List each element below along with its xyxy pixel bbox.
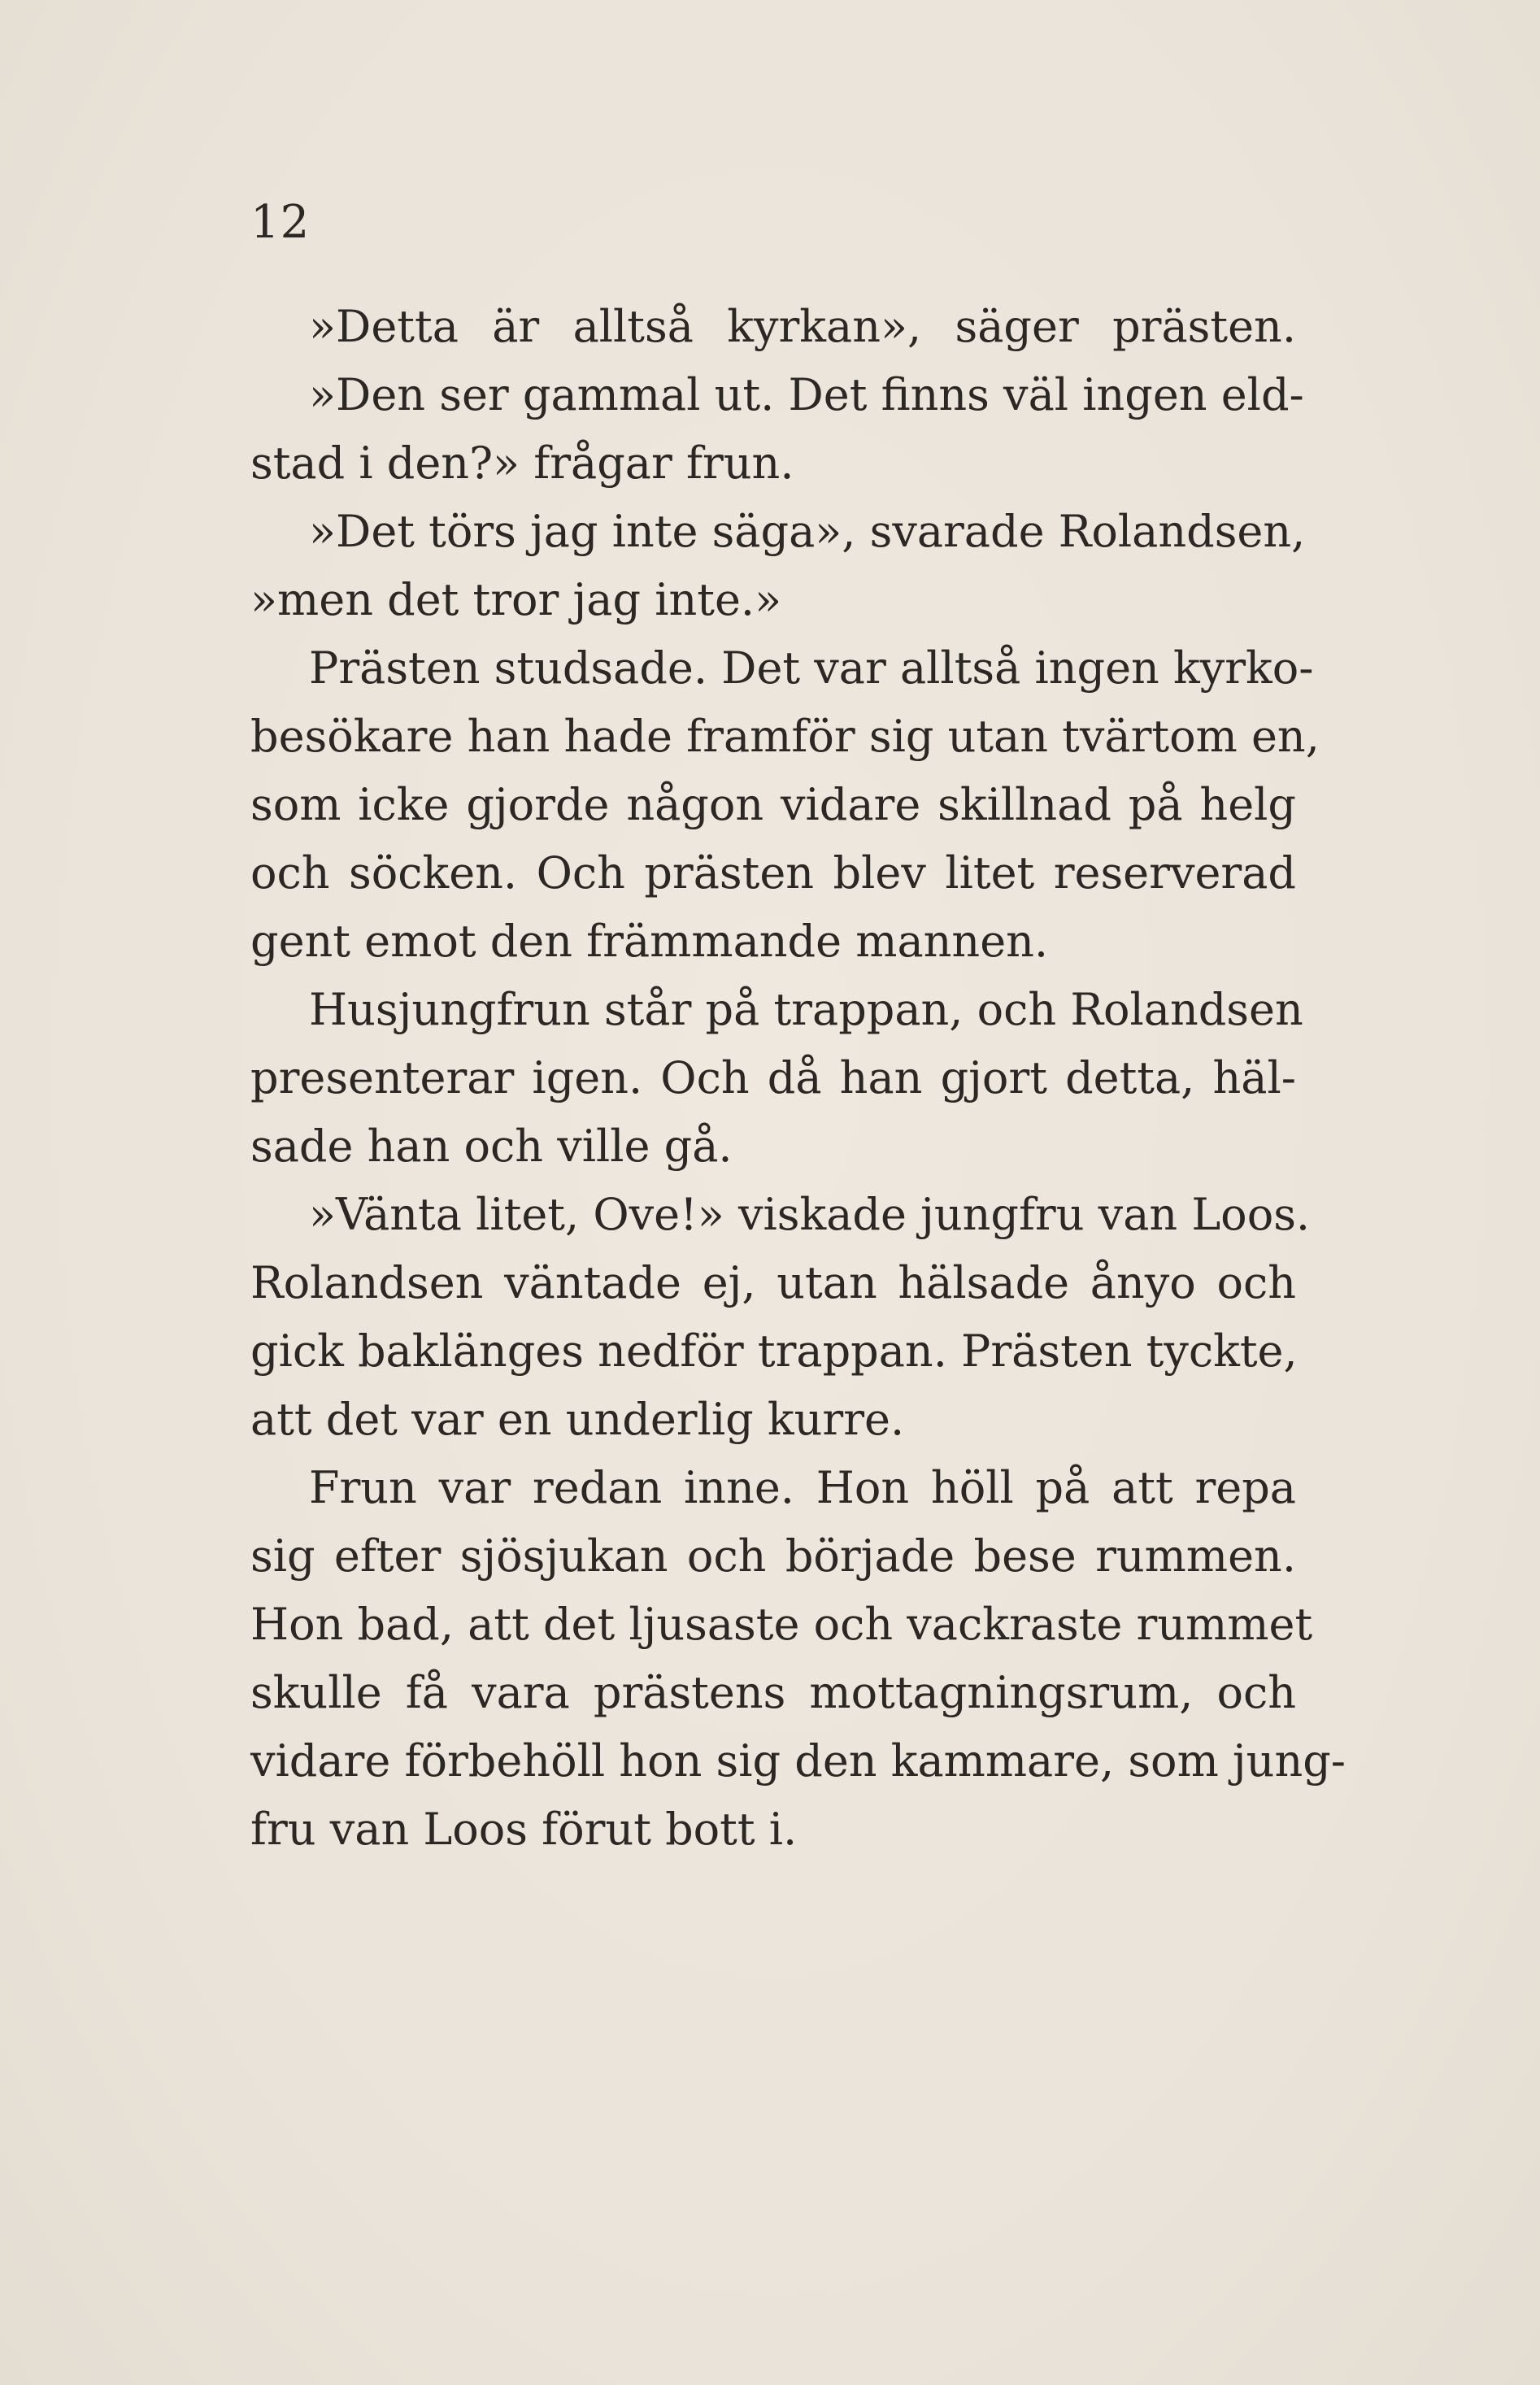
text-line: och söcken. Och prästen blev litet reserverad <box>250 847 1296 899</box>
text-line: sig efter sjösjukan och började bese rummen. <box>250 1530 1296 1582</box>
text-line: Rolandsen väntade ej, utan hälsade ånyo och <box>250 1257 1296 1308</box>
text-line: »men det tror jag inte.» <box>250 574 782 625</box>
text-line: Prästen studsade. Det var alltså ingen kyrko- <box>309 642 1314 694</box>
text-line: fru van Loos förut bott i. <box>250 1804 798 1855</box>
text-line: Husjungfrun står på trappan, och Rolandsen <box>309 984 1303 1035</box>
text-line: gent emot den främmande mannen. <box>250 916 1049 967</box>
text-line: vidare förbehöll hon sig den kammare, som jung- <box>250 1735 1346 1787</box>
text-line: skulle få vara prästens mottagningsrum, och <box>250 1667 1296 1718</box>
text-line: stad i den?» frågar frun. <box>250 437 794 489</box>
text-line: »Den ser gammal ut. Det finns väl ingen eld- <box>309 369 1304 420</box>
text-line: »Detta är alltså kyrkan», säger prästen. <box>309 301 1296 352</box>
text-line: »Det törs jag inte säga», svarade Rolandsen, <box>309 506 1306 557</box>
text-line: att det var en underlig kurre. <box>250 1394 905 1445</box>
text-line: besökare han hade framför sig utan tvärtom en, <box>250 711 1320 762</box>
text-line: »Vänta litet, Ove!» viskade jungfru van Loos. <box>309 1189 1311 1240</box>
body-text <box>250 293 1346 1864</box>
text-line: Hon bad, att det ljusaste och vackraste rummet <box>250 1599 1313 1650</box>
text-line: gick baklänges nedför trappan. Prästen tyckte, <box>250 1325 1298 1377</box>
text-line: Frun var redan inne. Hon höll på att repa <box>309 1462 1296 1513</box>
page-number: 12 <box>250 196 311 249</box>
text-line: presenterar igen. Och då han gjort detta, häl- <box>250 1052 1296 1103</box>
text-line: som icke gjorde någon vidare skillnad på helg <box>250 779 1296 830</box>
text-line: sade han och ville gå. <box>250 1121 733 1172</box>
